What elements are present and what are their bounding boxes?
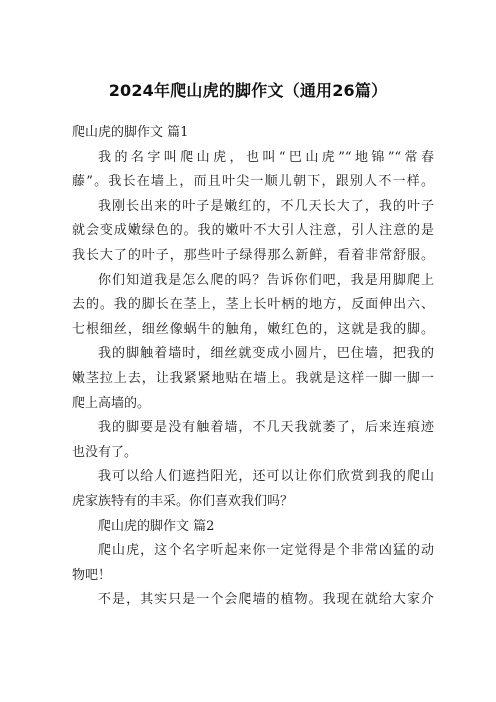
document-title: 2024年爬山虎的脚作文（通用26篇） [108, 81, 388, 100]
text-line: 也没有了。 [72, 444, 138, 460]
text-line: 爬山虎的脚作文 篇1 [72, 125, 189, 140]
text-line: 我的脚触着墙时，细丝就变成小圆片，巴住墙，把我的 [98, 346, 434, 362]
text-line: 虎家族特有的丰采。你们喜欢我们吗？ [72, 494, 294, 509]
text-line: 物吧！ [72, 567, 112, 583]
text-line: 我长大了的叶子，那些叶子绿得那么新鲜，看着非常舒服。 [72, 248, 434, 263]
text-line: 去的。我的脚长在茎上，茎上长叶柄的地方，反面伸出六、 [72, 297, 434, 313]
text-line: 我的脚要是没有触着墙，不几天我就萎了，后来连痕迹 [98, 420, 434, 436]
text-line: 爬上高墙的。 [72, 395, 151, 411]
text-line: 藤”。我长在墙上，而且叶尖一顺儿朝下，跟别人不一样。 [72, 174, 434, 190]
text-line: 爬山虎的脚作文 篇2 [98, 518, 215, 534]
text-line: 我可以给人们遮挡阳光，还可以让你们欣赏到我的爬山 [98, 469, 434, 485]
text-line: 就会变成嫩绿色的。我的嫩叶不大引人注意，引人注意的是 [72, 223, 434, 239]
text-line: 我的名字叫爬山虎，也叫“巴山虎”“地锦”“常春 [98, 149, 434, 165]
text-line: 七根细丝，细丝像蜗牛的触角，嫩红色的，这就是我的脚。 [72, 321, 434, 337]
text-line: 嫩茎拉上去，让我紧紧地贴在墙上。我就是这样一脚一脚一 [72, 371, 434, 386]
text-line: 你们知道我是怎么爬的吗？告诉你们吧，我是用脚爬上 [98, 272, 434, 288]
text-line: 我刚长出来的叶子是嫩红的，不几天长大了，我的叶子 [98, 198, 434, 214]
text-line: 不是，其实只是一个会爬墙的植物。我现在就给大家介 [98, 592, 434, 608]
text-line: 爬山虎，这个名字听起来你一定觉得是个非常凶猛的动 [98, 543, 434, 559]
